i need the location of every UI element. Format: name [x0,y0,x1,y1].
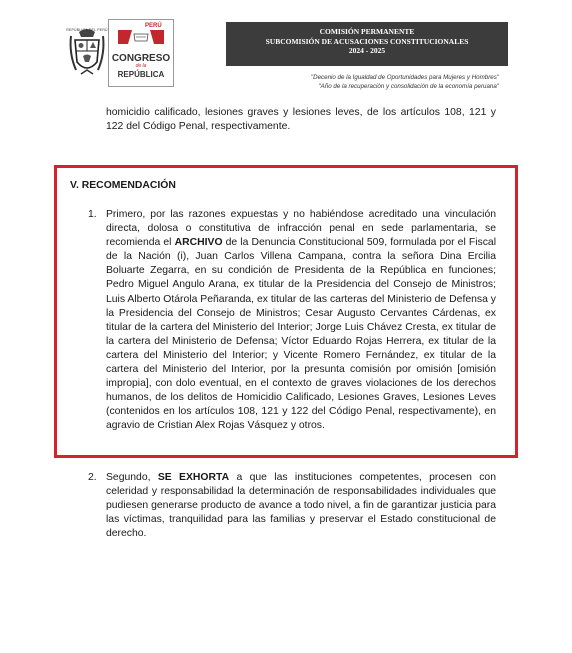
text-run: Segundo, [106,472,158,483]
bold-term: SE EXHORTA [157,472,230,483]
decade-note: "Decenio de la Igualdad de Oportunidades para Mujeres y Hombres" [310,74,499,81]
logo-line1: CONGRESO [111,53,171,64]
bold-term: ARCHIVO [174,237,223,249]
recommendation-paragraph-1 [106,208,496,434]
item-number: 1. [88,209,97,220]
commission-banner [226,22,508,66]
logo-country: PERÚ [145,23,162,29]
text-run: de la Denuncia Constitucional 509, formulada por el Fiscal de la Nación (i), Juan Carlos Villena Campana, contra la señora Dina Ercilia Boluarte Zegarra, en su condición de Presidenta de la República en funciones; Pedro Miguel Angulo Arana, ex titular de la Presidencia del Consejo de Ministros; Luis Alberto Otárola Peñaranda, ex titular de las carteras del Ministerio de Defensa y la Presidencia del Consejo de Ministros; Cesar Augusto Cervantes Cárdenas, ex titular de la cartera del Ministerio del Interior; Jorge Luis Chávez Cresta, ex titular de la cartera del Ministerio de Defensa; Víctor Eduardo Rojas Herrera, ex titular de la cartera del Ministerio del Interior; y Vicente Romero Fernández, ex titular de la cartera del Ministerio del Interior, por la presunta comisión por omisión [omisión impropia], con dolo eventual, en el contexto de graves violaciones de los derechos humanos, de los delitos de Homicidio Calificado, Lesiones Graves, Lesiones Leves (contenidos en los artículos 108, 121 y 122 del Código Penal, respectivamente), en agravio de Cristian Alex Rojas Vásquez y otros. [106,237,496,432]
logo-line2: de la [135,63,147,69]
subcommission-title: SUBCOMISIÓN DE ACUSACIONES CONSTITUCIONALES [265,36,469,46]
text-run: Primero, por las razones expuestas y no habiéndose acreditado una vinculación directa, dolosa o constitutiva de infracción penal en sede parlamentaria, se recomienda el [106,209,496,249]
year-note: "Año de la recuperación y consolidación de la economía peruana" [318,83,499,90]
text-run: a que las instituciones competentes, procesen con celeridad y responsabilidad la determinación de responsabilidades individuales que pudiesen generarse producto de avance a todo nivel, a fin de garantizar justicia para las víctimas, tranquilidad para las familias y preservar el Estado constitucional de derecho. [106,472,496,540]
commission-title: COMISIÓN PERMANENTE [319,27,415,36]
congreso-logo [108,19,174,87]
intro-paragraph: homicidio calificado, lesiones graves y lesiones leves, de los artículos 108, 121 y 122 del Código Penal, respectivamente. [106,107,496,132]
legislative-period: 2024 - 2025 [348,46,386,55]
logo-line3: REPÚBLICA [117,70,165,79]
document-header [0,0,572,100]
recommendation-paragraph-2 [106,471,496,541]
item-number: 2. [88,472,97,483]
section-heading: V. RECOMENDACIÓN [70,180,176,191]
flag-icon [118,30,164,44]
crest-caption: REPÚBLICA DEL PERÚ [66,28,108,32]
coat-of-arms-icon [67,26,107,82]
